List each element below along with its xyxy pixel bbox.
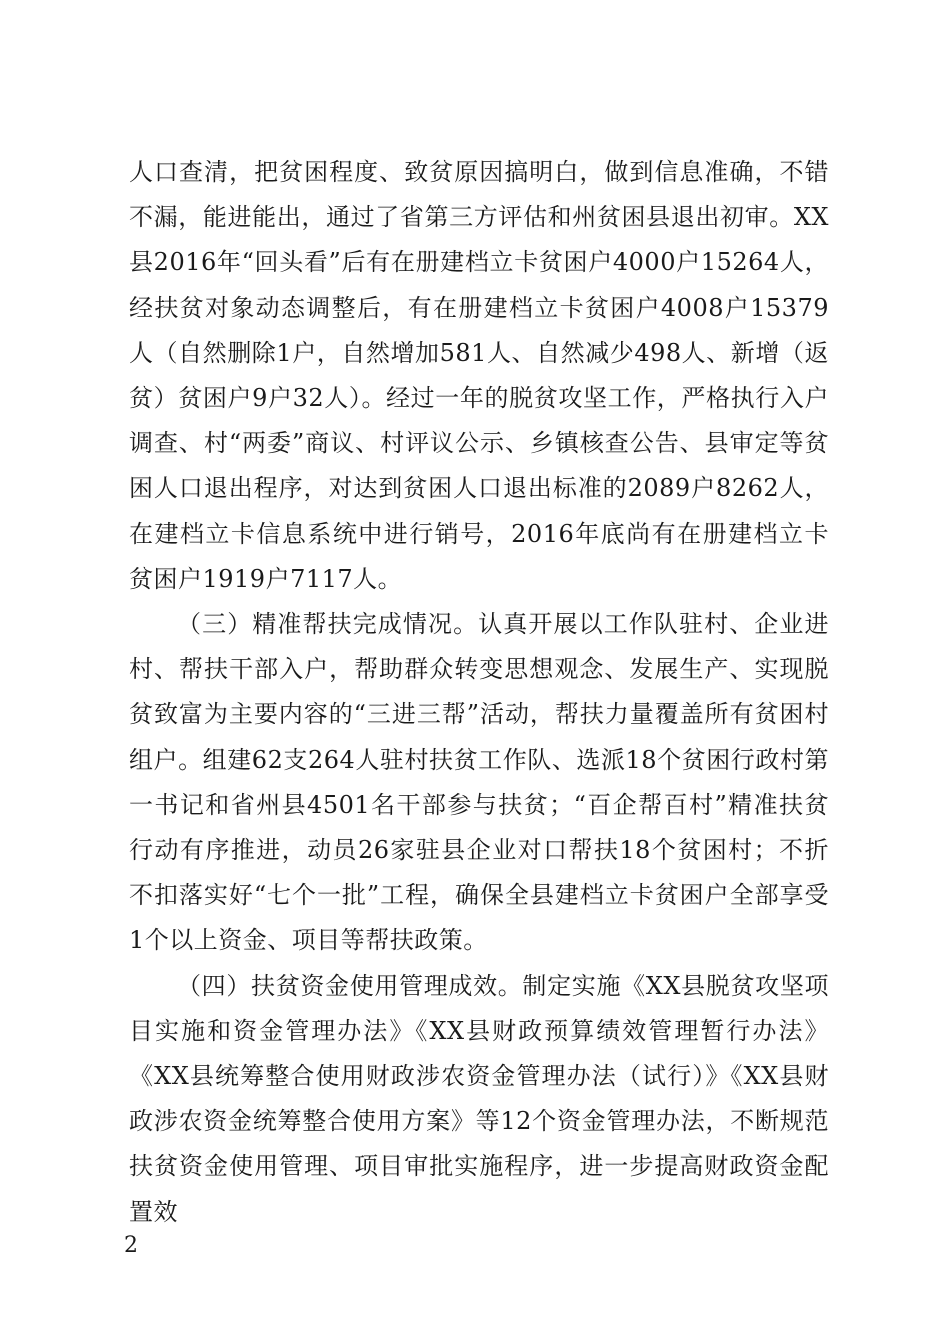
- paragraph-precise-assistance: （三）精准帮扶完成情况。认真开展以工作队驻村、企业进村、帮扶干部入户，帮助群众转变思想观念、发展生产、实现脱贫致富为主要内容的“三进三帮”活动，帮扶力量覆盖所有贫困村组户。组建62支264人驻村扶贫工作队、选派18个贫困行政村第一书记和省州县4501名干部参与扶贫；“百企帮百村”精准扶贫行动有序推进，动员26家驻县企业对口帮扶18个贫困村；不折不扣落实好“七个一批”工程，确保全县建档立卡贫困户全部享受1个以上资金、项目等帮扶政策。: [129, 610, 829, 955]
- page-number: 2: [124, 1233, 138, 1258]
- paragraph-fund-management: （四）扶贫资金使用管理成效。制定实施《XX县脱贫攻坚项目实施和资金管理办法》《XX县财政预算绩效管理暂行办法》《XX县统筹整合使用财政涉农资金管理办法（试行）》《XX县财政涉农资金统筹整合使用方案》等12个资金管理办法，不断规范扶贫资金使用管理、项目审批实施程序，进一步提高财政资金配置效: [129, 971, 829, 1226]
- body-text: [129, 150, 829, 1235]
- paragraph-poverty-population: 人口查清，把贫困程度、致贫原因搞明白，做到信息准确，不错不漏，能进能出，通过了省第三方评估和州贫困县退出初审。XX县2016年“回头看”后有在册建档立卡贫困户4000户15264人，经扶贫对象动态调整后，有在册建档立卡贫困户4008户15379人（自然删除1户，自然增加581人、自然减少498人、新增（返贫）贫困户9户32人）。经过一年的脱贫攻坚工作，严格执行入户调查、村“两委”商议、村评议公示、乡镇核查公告、县审定等贫困人口退出程序，对达到贫困人口退出标准的2089户8262人，在建档立卡信息系统中进行销号，2016年底尚有在册建档立卡贫困户1919户7117人。: [129, 158, 829, 593]
